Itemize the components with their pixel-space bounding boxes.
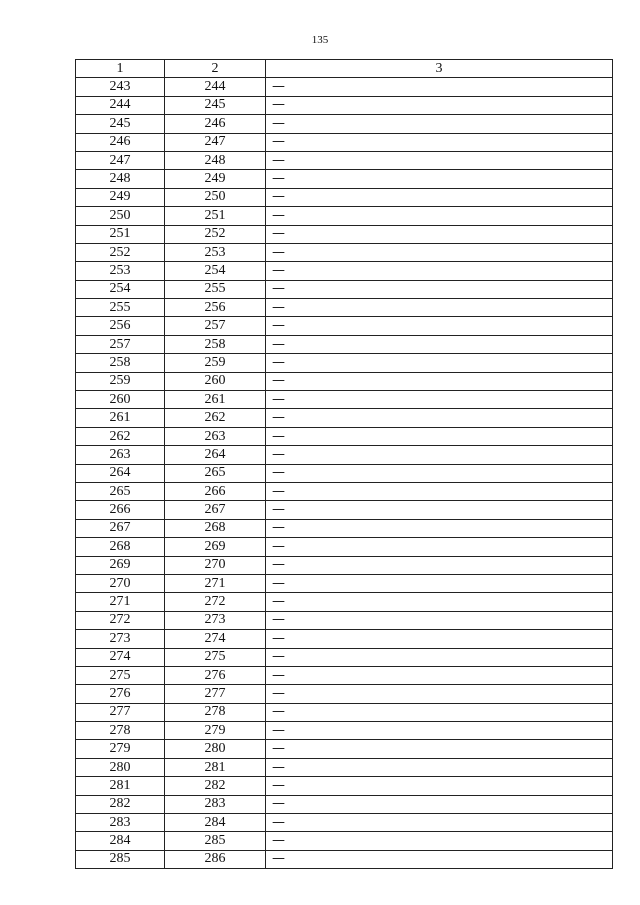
- table-row: [76, 207, 613, 225]
- cell-col-3: —: [266, 666, 613, 684]
- column-header-3: 3: [266, 60, 613, 78]
- cell-col-1: 276: [76, 685, 165, 703]
- cell-col-1: 283: [76, 814, 165, 832]
- cell-col-1: 251: [76, 225, 165, 243]
- table-row: [76, 409, 613, 427]
- table-row: [76, 666, 613, 684]
- cell-col-2: 270: [165, 556, 266, 574]
- cell-col-2: 276: [165, 666, 266, 684]
- table-row: [76, 133, 613, 151]
- cell-col-3: —: [266, 850, 613, 868]
- cell-col-2: 253: [165, 243, 266, 261]
- cell-col-3: —: [266, 446, 613, 464]
- cell-col-2: 252: [165, 225, 266, 243]
- cell-col-2: 275: [165, 648, 266, 666]
- cell-col-2: 251: [165, 207, 266, 225]
- cell-col-2: 247: [165, 133, 266, 151]
- cell-col-2: 271: [165, 574, 266, 592]
- table-row: [76, 188, 613, 206]
- cell-col-2: 262: [165, 409, 266, 427]
- cell-col-1: 259: [76, 372, 165, 390]
- cell-col-2: 260: [165, 372, 266, 390]
- table-row: [76, 740, 613, 758]
- cell-col-1: 265: [76, 482, 165, 500]
- cell-col-1: 273: [76, 630, 165, 648]
- table-row: [76, 78, 613, 96]
- cell-col-3: —: [266, 482, 613, 500]
- cell-col-3: —: [266, 207, 613, 225]
- cell-col-1: 257: [76, 335, 165, 353]
- table-row: [76, 630, 613, 648]
- cell-col-2: 255: [165, 280, 266, 298]
- cell-col-3: —: [266, 611, 613, 629]
- cell-col-3: —: [266, 501, 613, 519]
- cell-col-1: 247: [76, 151, 165, 169]
- data-table: [75, 59, 613, 869]
- cell-col-1: 281: [76, 777, 165, 795]
- cell-col-2: 266: [165, 482, 266, 500]
- cell-col-1: 244: [76, 96, 165, 114]
- cell-col-1: 262: [76, 427, 165, 445]
- table-row: [76, 299, 613, 317]
- table-header: [76, 60, 613, 78]
- cell-col-2: 273: [165, 611, 266, 629]
- table-row: [76, 372, 613, 390]
- cell-col-1: 268: [76, 538, 165, 556]
- cell-col-3: —: [266, 593, 613, 611]
- cell-col-3: —: [266, 740, 613, 758]
- table-row: [76, 280, 613, 298]
- table-row: [76, 722, 613, 740]
- cell-col-1: 279: [76, 740, 165, 758]
- cell-col-3: —: [266, 777, 613, 795]
- cell-col-3: —: [266, 354, 613, 372]
- table-row: [76, 501, 613, 519]
- cell-col-1: 277: [76, 703, 165, 721]
- cell-col-1: 278: [76, 722, 165, 740]
- cell-col-1: 280: [76, 758, 165, 776]
- cell-col-2: 267: [165, 501, 266, 519]
- cell-col-2: 246: [165, 115, 266, 133]
- cell-col-3: —: [266, 372, 613, 390]
- table-row: [76, 317, 613, 335]
- table-row: [76, 354, 613, 372]
- cell-col-1: 256: [76, 317, 165, 335]
- cell-col-3: —: [266, 648, 613, 666]
- cell-col-2: 281: [165, 758, 266, 776]
- table-row: [76, 391, 613, 409]
- table-row: [76, 243, 613, 261]
- cell-col-2: 264: [165, 446, 266, 464]
- table-row: [76, 814, 613, 832]
- cell-col-3: —: [266, 317, 613, 335]
- table-row: [76, 335, 613, 353]
- table-row: [76, 648, 613, 666]
- cell-col-3: —: [266, 538, 613, 556]
- table-row: [76, 593, 613, 611]
- cell-col-1: 270: [76, 574, 165, 592]
- cell-col-3: —: [266, 170, 613, 188]
- cell-col-3: —: [266, 78, 613, 96]
- cell-col-1: 245: [76, 115, 165, 133]
- cell-col-2: 250: [165, 188, 266, 206]
- table-row: [76, 115, 613, 133]
- page-number: 135: [311, 34, 329, 46]
- cell-col-2: 258: [165, 335, 266, 353]
- table-row: [76, 556, 613, 574]
- cell-col-2: 286: [165, 850, 266, 868]
- cell-col-2: 277: [165, 685, 266, 703]
- cell-col-3: —: [266, 115, 613, 133]
- cell-col-1: 272: [76, 611, 165, 629]
- table-row: [76, 538, 613, 556]
- table-row: [76, 482, 613, 500]
- cell-col-1: 266: [76, 501, 165, 519]
- cell-col-2: 284: [165, 814, 266, 832]
- cell-col-2: 282: [165, 777, 266, 795]
- cell-col-3: —: [266, 243, 613, 261]
- column-header-2: 2: [165, 60, 266, 78]
- cell-col-2: 244: [165, 78, 266, 96]
- cell-col-2: 248: [165, 151, 266, 169]
- table-row: [76, 446, 613, 464]
- cell-col-2: 279: [165, 722, 266, 740]
- cell-col-1: 267: [76, 519, 165, 537]
- cell-col-3: —: [266, 280, 613, 298]
- header-row: [76, 60, 613, 78]
- cell-col-2: 254: [165, 262, 266, 280]
- cell-col-1: 252: [76, 243, 165, 261]
- cell-col-1: 285: [76, 850, 165, 868]
- cell-col-3: —: [266, 427, 613, 445]
- cell-col-2: 274: [165, 630, 266, 648]
- table-row: [76, 519, 613, 537]
- cell-col-3: —: [266, 133, 613, 151]
- cell-col-1: 274: [76, 648, 165, 666]
- table-body: [76, 78, 613, 869]
- table-row: [76, 225, 613, 243]
- cell-col-3: —: [266, 832, 613, 850]
- cell-col-3: —: [266, 574, 613, 592]
- cell-col-1: 275: [76, 666, 165, 684]
- cell-col-1: 260: [76, 391, 165, 409]
- cell-col-3: —: [266, 225, 613, 243]
- table-row: [76, 850, 613, 868]
- cell-col-3: —: [266, 722, 613, 740]
- cell-col-3: —: [266, 519, 613, 537]
- cell-col-1: 269: [76, 556, 165, 574]
- cell-col-1: 284: [76, 832, 165, 850]
- cell-col-3: —: [266, 556, 613, 574]
- cell-col-2: 268: [165, 519, 266, 537]
- cell-col-1: 282: [76, 795, 165, 813]
- table-row: [76, 464, 613, 482]
- cell-col-2: 257: [165, 317, 266, 335]
- cell-col-2: 278: [165, 703, 266, 721]
- cell-col-3: —: [266, 151, 613, 169]
- cell-col-2: 285: [165, 832, 266, 850]
- table-row: [76, 703, 613, 721]
- cell-col-2: 280: [165, 740, 266, 758]
- cell-col-2: 256: [165, 299, 266, 317]
- table-row: [76, 574, 613, 592]
- table-row: [76, 96, 613, 114]
- cell-col-1: 264: [76, 464, 165, 482]
- cell-col-2: 261: [165, 391, 266, 409]
- cell-col-1: 246: [76, 133, 165, 151]
- cell-col-3: —: [266, 758, 613, 776]
- cell-col-3: —: [266, 96, 613, 114]
- cell-col-1: 271: [76, 593, 165, 611]
- table-row: [76, 758, 613, 776]
- cell-col-2: 272: [165, 593, 266, 611]
- cell-col-1: 254: [76, 280, 165, 298]
- table-row: [76, 151, 613, 169]
- cell-col-2: 283: [165, 795, 266, 813]
- table-row: [76, 777, 613, 795]
- table-row: [76, 427, 613, 445]
- cell-col-1: 255: [76, 299, 165, 317]
- cell-col-1: 263: [76, 446, 165, 464]
- cell-col-3: —: [266, 464, 613, 482]
- cell-col-3: —: [266, 188, 613, 206]
- cell-col-3: —: [266, 685, 613, 703]
- table-row: [76, 611, 613, 629]
- cell-col-2: 263: [165, 427, 266, 445]
- cell-col-3: —: [266, 703, 613, 721]
- cell-col-1: 243: [76, 78, 165, 96]
- cell-col-3: —: [266, 335, 613, 353]
- cell-col-1: 258: [76, 354, 165, 372]
- table-row: [76, 832, 613, 850]
- table-row: [76, 685, 613, 703]
- cell-col-2: 269: [165, 538, 266, 556]
- cell-col-3: —: [266, 262, 613, 280]
- cell-col-3: —: [266, 299, 613, 317]
- column-header-1: 1: [76, 60, 165, 78]
- cell-col-2: 245: [165, 96, 266, 114]
- cell-col-3: —: [266, 630, 613, 648]
- cell-col-1: 250: [76, 207, 165, 225]
- table-row: [76, 262, 613, 280]
- cell-col-2: 259: [165, 354, 266, 372]
- cell-col-2: 265: [165, 464, 266, 482]
- table-row: [76, 170, 613, 188]
- cell-col-3: —: [266, 391, 613, 409]
- cell-col-1: 248: [76, 170, 165, 188]
- cell-col-3: —: [266, 795, 613, 813]
- cell-col-3: —: [266, 814, 613, 832]
- cell-col-2: 249: [165, 170, 266, 188]
- table-row: [76, 795, 613, 813]
- cell-col-1: 261: [76, 409, 165, 427]
- cell-col-1: 249: [76, 188, 165, 206]
- cell-col-1: 253: [76, 262, 165, 280]
- cell-col-3: —: [266, 409, 613, 427]
